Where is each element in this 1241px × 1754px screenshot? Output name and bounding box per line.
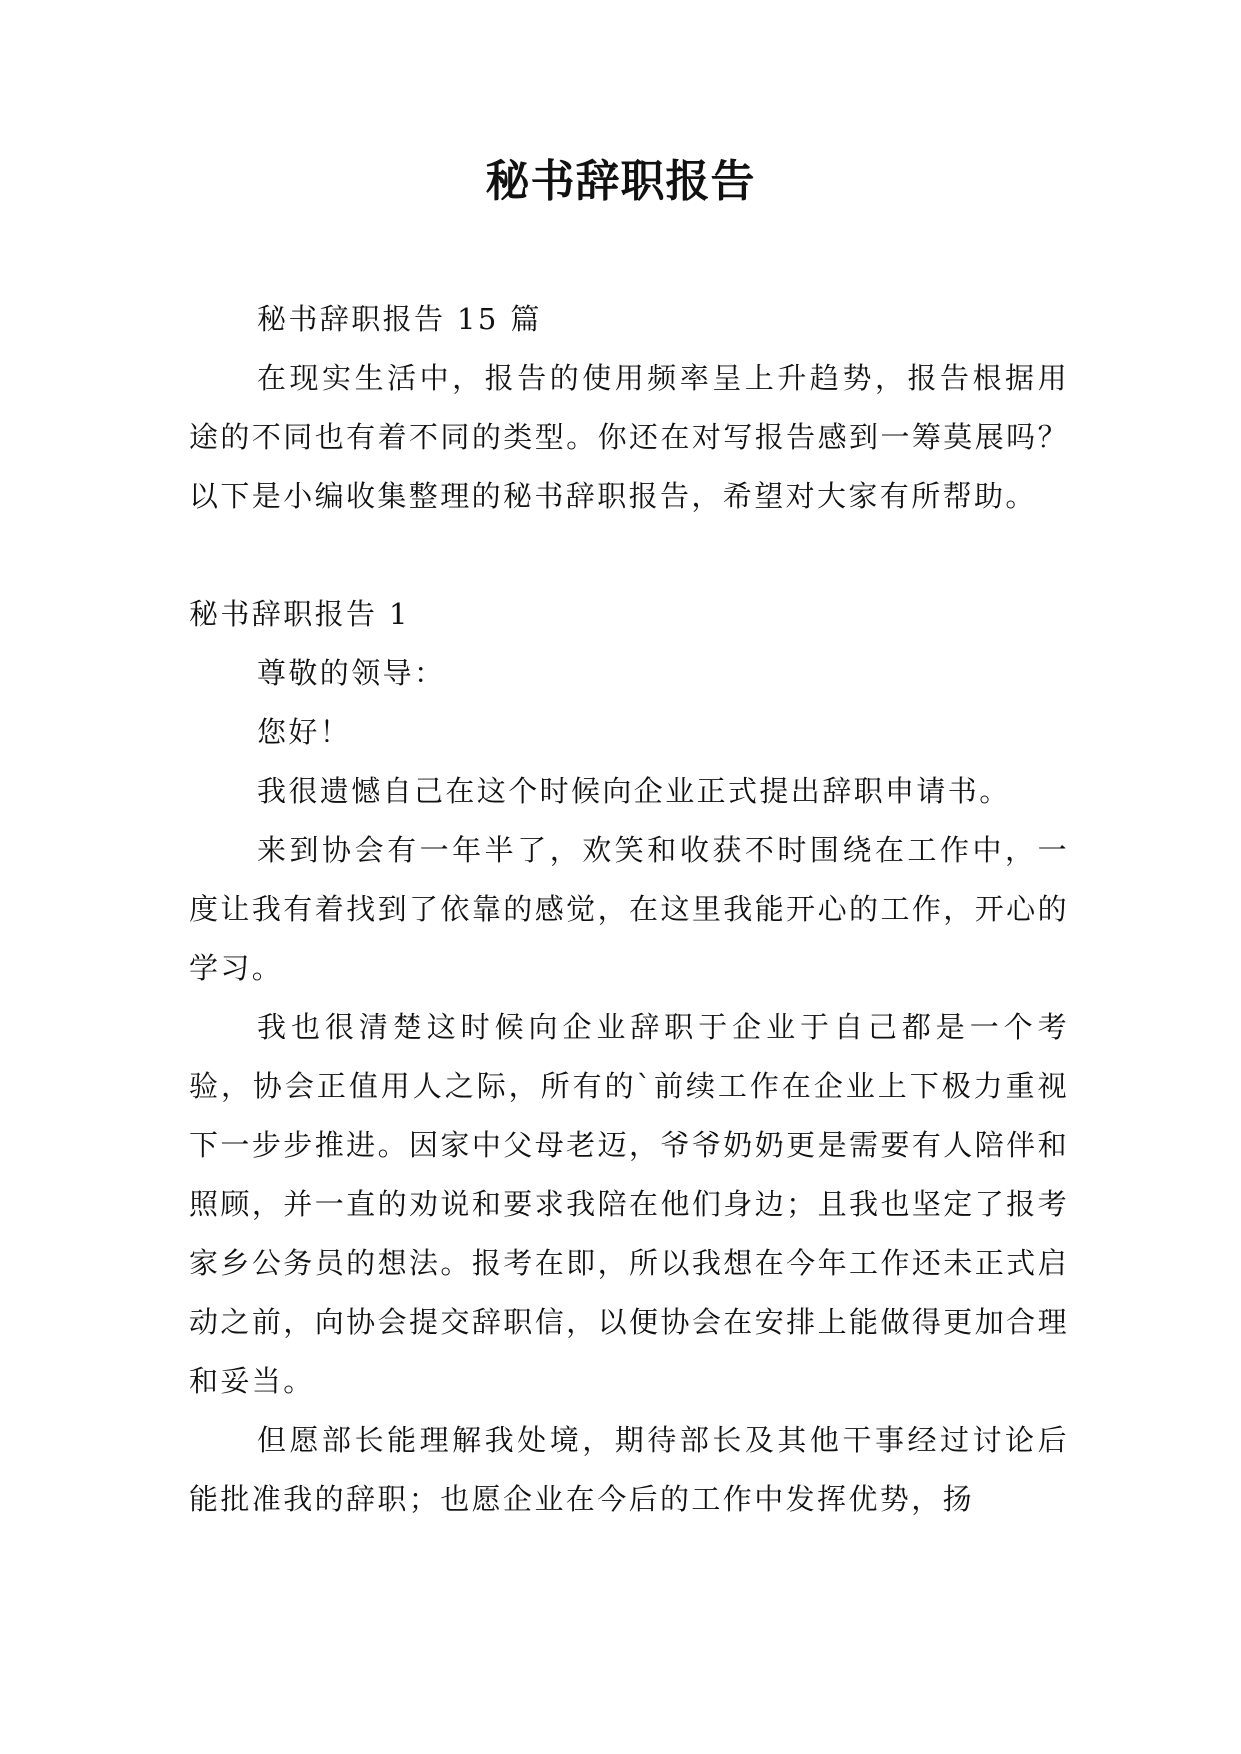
paragraph-body: 我也很清楚这时候向企业辞职于企业于自己都是一个考验，协会正值用人之际，所有的`前续工作在企业上下极力重视下一步步推进。因家中父母老迈，爷爷奶奶更是需要有人陪伴和照顾，并一直的劝说和要求我陪在他们身边；且我也坚定了报考家乡公务员的想法。报考在即，所以我想在今年工作还未正式启动之前，向协会提交辞职信，以便协会在安排上能做得更加合理和妥当。 <box>189 1010 1069 1398</box>
document-body <box>189 290 1069 1529</box>
paragraph-subtitle: 秘书辞职报告 15 篇 <box>257 302 542 336</box>
paragraph-body: 我很遗憾自己在这个时候向企业正式提出辞职申请书。 <box>257 774 1011 808</box>
section-heading: 秘书辞职报告 1 <box>189 597 410 631</box>
paragraph-salutation: 尊敬的领导： <box>257 656 446 690</box>
paragraph-body: 但愿部长能理解我处境，期待部长及其他干事经过讨论后能批准我的辞职；也愿企业在今后的工作中发挥优势，扬 <box>189 1423 1069 1516</box>
paragraph-body: 来到协会有一年半了，欢笑和收获不时围绕在工作中，一度让我有着找到了依靠的感觉，在这里我能开心的工作，开心的学习。 <box>189 833 1069 985</box>
paragraph-greeting: 您好！ <box>257 715 352 749</box>
document-title: 秘书辞职报告 <box>485 156 756 207</box>
paragraph-intro: 在现实生活中，报告的使用频率呈上升趋势，报告根据用途的不同也有着不同的类型。你还在对写报告感到一筹莫展吗？以下是小编收集整理的秘书辞职报告，希望对大家有所帮助。 <box>189 361 1069 513</box>
